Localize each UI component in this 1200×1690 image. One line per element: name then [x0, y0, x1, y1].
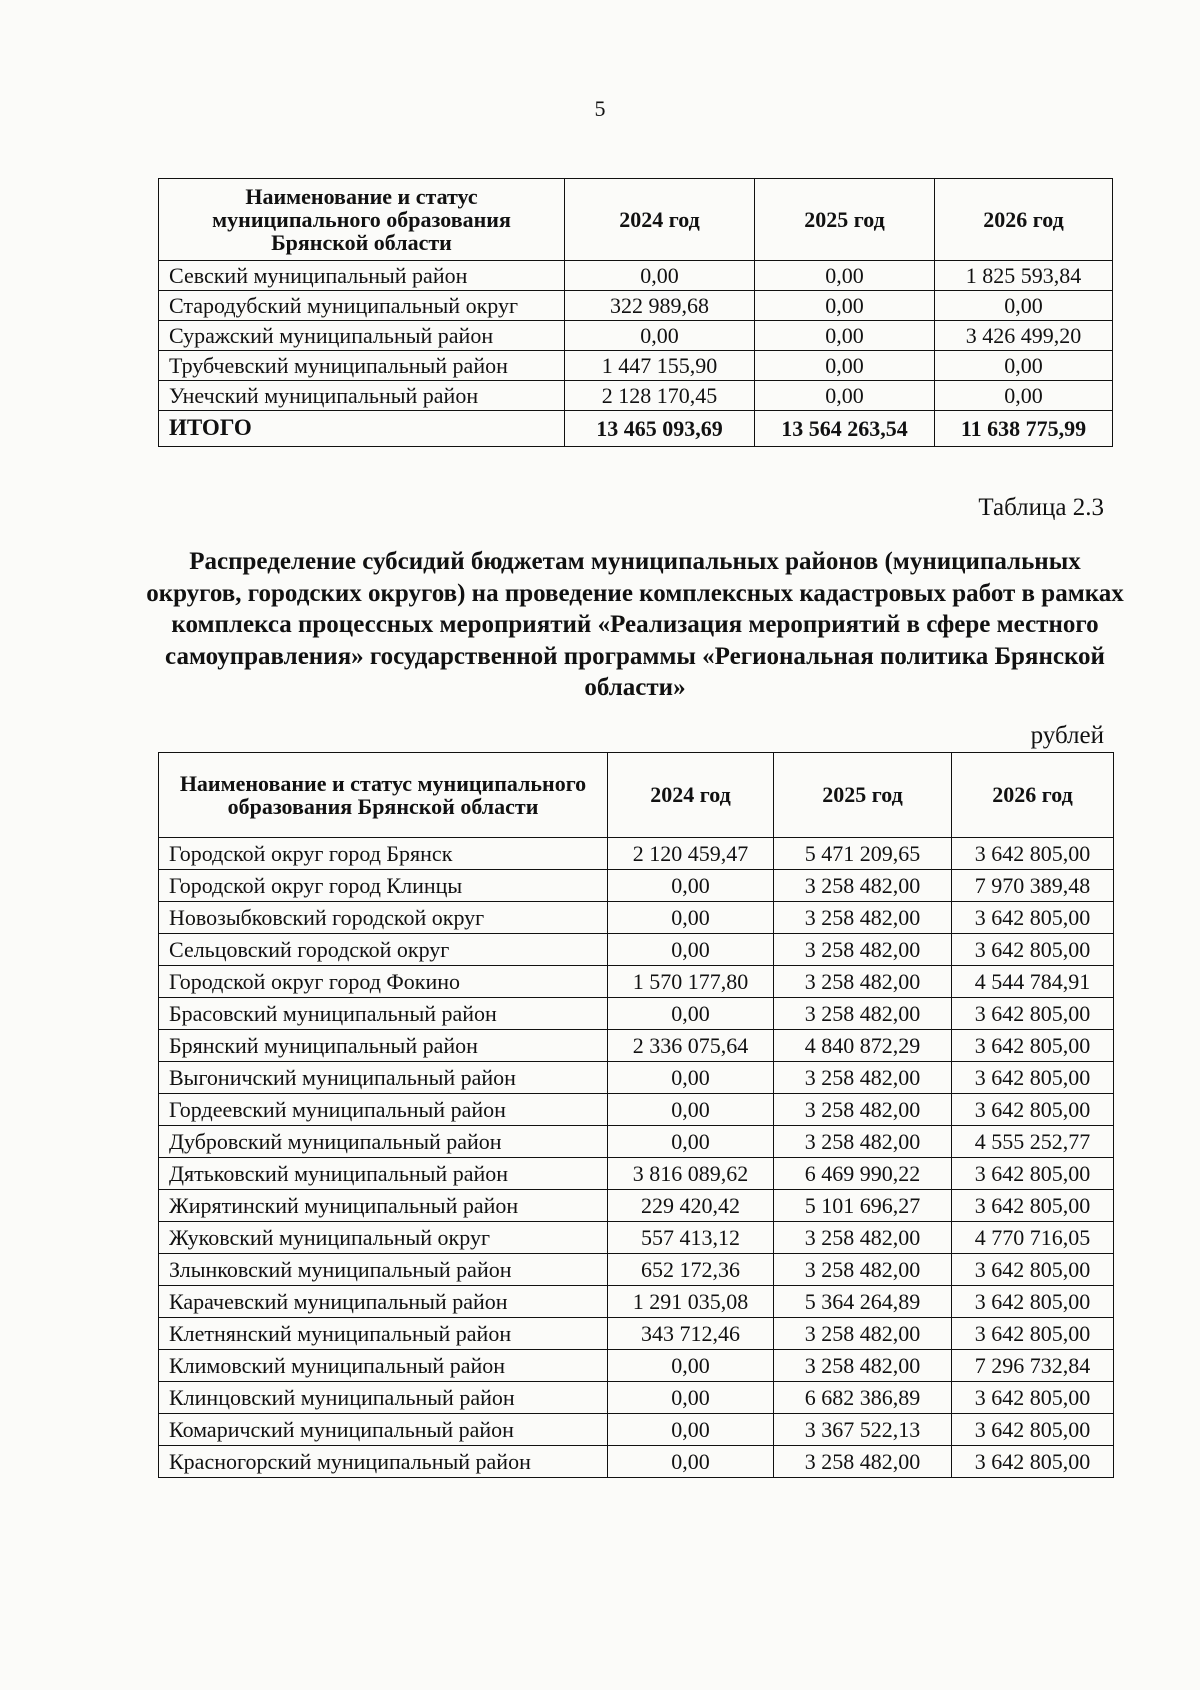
- municipality-name-cell: Клинцовский муниципальный район: [159, 1382, 608, 1414]
- table-row: [159, 1446, 1114, 1478]
- amount-cell: 0,00: [608, 998, 774, 1030]
- table-row: [159, 291, 1113, 321]
- column-header-2026: 2026 год: [952, 753, 1114, 838]
- amount-cell: 0,00: [565, 261, 755, 291]
- table-row: [159, 1030, 1114, 1062]
- amount-cell: 0,00: [608, 1350, 774, 1382]
- amount-cell: 0,00: [935, 291, 1113, 321]
- amount-cell: 229 420,42: [608, 1190, 774, 1222]
- municipality-name-cell: Городской округ город Фокино: [159, 966, 608, 998]
- amount-cell: 0,00: [608, 1446, 774, 1478]
- municipality-name-cell: Комаричский муниципальный район: [159, 1414, 608, 1446]
- table-row: [159, 1062, 1114, 1094]
- table-row: [159, 1222, 1114, 1254]
- amount-cell: 0,00: [608, 934, 774, 966]
- amount-cell: 3 258 482,00: [774, 1222, 952, 1254]
- table-row: [159, 1094, 1114, 1126]
- column-header-2026: 2026 год: [935, 179, 1113, 261]
- amount-cell: 3 426 499,20: [935, 321, 1113, 351]
- amount-cell: 0,00: [755, 261, 935, 291]
- amount-cell: 6 469 990,22: [774, 1158, 952, 1190]
- amount-cell: 3 258 482,00: [774, 934, 952, 966]
- amount-cell: 7 296 732,84: [952, 1350, 1114, 1382]
- municipality-name-cell: Городской округ город Клинцы: [159, 870, 608, 902]
- amount-cell: 3 642 805,00: [952, 998, 1114, 1030]
- table-header-row: [159, 753, 1114, 838]
- municipality-name-cell: Брасовский муниципальный район: [159, 998, 608, 1030]
- amount-cell: 0,00: [755, 381, 935, 411]
- amount-cell: 3 258 482,00: [774, 966, 952, 998]
- table-title: Распределение субсидий бюджетам муниципальных районов (муниципальных округов, городских округов) на проведение комплексных кадастровых работ в рамках комплекса процессных мероприятий «Реализация мероприятий в сфере местного самоуправления» государственной программы «Региональная политика Брянской области»: [146, 548, 1124, 701]
- amount-cell: 0,00: [755, 291, 935, 321]
- municipality-name-cell: Новозыбковский городской округ: [159, 902, 608, 934]
- table-row: [159, 902, 1114, 934]
- table-continued: [158, 178, 1113, 447]
- column-header-2024: 2024 год: [608, 753, 774, 838]
- municipality-name-cell: Трубчевский муниципальный район: [159, 351, 565, 381]
- table-row: [159, 1286, 1114, 1318]
- amount-cell: 3 258 482,00: [774, 1350, 952, 1382]
- table-row: [159, 381, 1113, 411]
- amount-cell: 3 258 482,00: [774, 1318, 952, 1350]
- table-row: [159, 1350, 1114, 1382]
- amount-cell: 3 642 805,00: [952, 1094, 1114, 1126]
- amount-cell: 652 172,36: [608, 1254, 774, 1286]
- amount-cell: 3 258 482,00: [774, 902, 952, 934]
- table-row: [159, 261, 1113, 291]
- amount-cell: 3 642 805,00: [952, 1382, 1114, 1414]
- table-row: [159, 1414, 1114, 1446]
- municipality-name-cell: Сельцовский городской округ: [159, 934, 608, 966]
- amount-cell: 3 367 522,13: [774, 1414, 952, 1446]
- amount-cell: 322 989,68: [565, 291, 755, 321]
- municipality-name-cell: Стародубский муниципальный округ: [159, 291, 565, 321]
- table-row: [159, 998, 1114, 1030]
- amount-cell: 2 336 075,64: [608, 1030, 774, 1062]
- amount-cell: 3 258 482,00: [774, 870, 952, 902]
- subsidy-table: [158, 752, 1114, 1478]
- amount-cell: 3 642 805,00: [952, 1446, 1114, 1478]
- amount-cell: 3 258 482,00: [774, 1126, 952, 1158]
- total-row: [159, 411, 1113, 447]
- amount-cell: 0,00: [608, 1382, 774, 1414]
- amount-cell: 0,00: [755, 351, 935, 381]
- amount-cell: 3 642 805,00: [952, 1286, 1114, 1318]
- table-row: [159, 1318, 1114, 1350]
- table-row: [159, 1254, 1114, 1286]
- amount-cell: 3 258 482,00: [774, 1446, 952, 1478]
- table-row: [159, 1126, 1114, 1158]
- amount-cell: 3 258 482,00: [774, 1094, 952, 1126]
- amount-cell: 0,00: [608, 1414, 774, 1446]
- amount-cell: 0,00: [608, 1062, 774, 1094]
- municipality-name-cell: Жирятинский муниципальный район: [159, 1190, 608, 1222]
- amount-cell: 0,00: [608, 902, 774, 934]
- municipality-name-cell: Жуковский муниципальный округ: [159, 1222, 608, 1254]
- column-header-2025: 2025 год: [774, 753, 952, 838]
- municipality-name-cell: Выгоничский муниципальный район: [159, 1062, 608, 1094]
- amount-cell: 0,00: [565, 321, 755, 351]
- amount-cell: 13 564 263,54: [755, 411, 935, 447]
- amount-cell: 557 413,12: [608, 1222, 774, 1254]
- amount-cell: 3 642 805,00: [952, 1254, 1114, 1286]
- amount-cell: 3 816 089,62: [608, 1158, 774, 1190]
- amount-cell: 4 840 872,29: [774, 1030, 952, 1062]
- amount-cell: 5 471 209,65: [774, 838, 952, 870]
- units-label: рублей: [1030, 722, 1104, 749]
- municipality-name-cell: Брянский муниципальный район: [159, 1030, 608, 1062]
- table-row: [159, 838, 1114, 870]
- amount-cell: 3 642 805,00: [952, 902, 1114, 934]
- amount-cell: 3 642 805,00: [952, 1190, 1114, 1222]
- amount-cell: 1 447 155,90: [565, 351, 755, 381]
- amount-cell: 3 258 482,00: [774, 998, 952, 1030]
- table-row: [159, 870, 1114, 902]
- amount-cell: 13 465 093,69: [565, 411, 755, 447]
- amount-cell: 0,00: [608, 1094, 774, 1126]
- amount-cell: 0,00: [608, 1126, 774, 1158]
- amount-cell: 3 258 482,00: [774, 1254, 952, 1286]
- amount-cell: 11 638 775,99: [935, 411, 1113, 447]
- amount-cell: 3 642 805,00: [952, 1158, 1114, 1190]
- amount-cell: 3 642 805,00: [952, 1318, 1114, 1350]
- municipality-name-cell: Унечский муниципальный район: [159, 381, 565, 411]
- municipality-name-cell: ИТОГО: [159, 411, 565, 447]
- municipality-name-cell: Климовский муниципальный район: [159, 1350, 608, 1382]
- amount-cell: 3 258 482,00: [774, 1062, 952, 1094]
- table-row: [159, 966, 1114, 998]
- amount-cell: 4 770 716,05: [952, 1222, 1114, 1254]
- table-row: [159, 934, 1114, 966]
- municipality-name-cell: Городской округ город Брянск: [159, 838, 608, 870]
- column-header-name: Наименование и статус муниципального образования Брянской области: [159, 179, 565, 261]
- column-header-2024: 2024 год: [565, 179, 755, 261]
- page-number: 5: [594, 96, 606, 121]
- amount-cell: 3 642 805,00: [952, 1414, 1114, 1446]
- amount-cell: 343 712,46: [608, 1318, 774, 1350]
- municipality-name-cell: Дубровский муниципальный район: [159, 1126, 608, 1158]
- table-header-row: [159, 179, 1113, 261]
- amount-cell: 5 364 264,89: [774, 1286, 952, 1318]
- municipality-name-cell: Клетнянский муниципальный район: [159, 1318, 608, 1350]
- municipality-name-cell: Севский муниципальный район: [159, 261, 565, 291]
- amount-cell: 3 642 805,00: [952, 1030, 1114, 1062]
- amount-cell: 0,00: [755, 321, 935, 351]
- column-header-name: Наименование и статус муниципального образования Брянской области: [159, 753, 608, 838]
- amount-cell: 3 642 805,00: [952, 934, 1114, 966]
- municipality-name-cell: Красногорский муниципальный район: [159, 1446, 608, 1478]
- amount-cell: 0,00: [935, 381, 1113, 411]
- amount-cell: 4 555 252,77: [952, 1126, 1114, 1158]
- table-row: [159, 1382, 1114, 1414]
- amount-cell: 2 120 459,47: [608, 838, 774, 870]
- amount-cell: 5 101 696,27: [774, 1190, 952, 1222]
- table-row: [159, 321, 1113, 351]
- municipality-name-cell: Гордеевский муниципальный район: [159, 1094, 608, 1126]
- municipality-name-cell: Дятьковский муниципальный район: [159, 1158, 608, 1190]
- amount-cell: 0,00: [608, 870, 774, 902]
- municipality-name-cell: Суражский муниципальный район: [159, 321, 565, 351]
- amount-cell: 1 570 177,80: [608, 966, 774, 998]
- amount-cell: 1 825 593,84: [935, 261, 1113, 291]
- table-label: Таблица 2.3: [978, 494, 1104, 521]
- amount-cell: 2 128 170,45: [565, 381, 755, 411]
- table-row: [159, 1158, 1114, 1190]
- amount-cell: 1 291 035,08: [608, 1286, 774, 1318]
- amount-cell: 6 682 386,89: [774, 1382, 952, 1414]
- municipality-name-cell: Злынковский муниципальный район: [159, 1254, 608, 1286]
- column-header-2025: 2025 год: [755, 179, 935, 261]
- amount-cell: 7 970 389,48: [952, 870, 1114, 902]
- amount-cell: 4 544 784,91: [952, 966, 1114, 998]
- table-row: [159, 1190, 1114, 1222]
- amount-cell: 0,00: [935, 351, 1113, 381]
- amount-cell: 3 642 805,00: [952, 1062, 1114, 1094]
- municipality-name-cell: Карачевский муниципальный район: [159, 1286, 608, 1318]
- table-row: [159, 351, 1113, 381]
- amount-cell: 3 642 805,00: [952, 838, 1114, 870]
